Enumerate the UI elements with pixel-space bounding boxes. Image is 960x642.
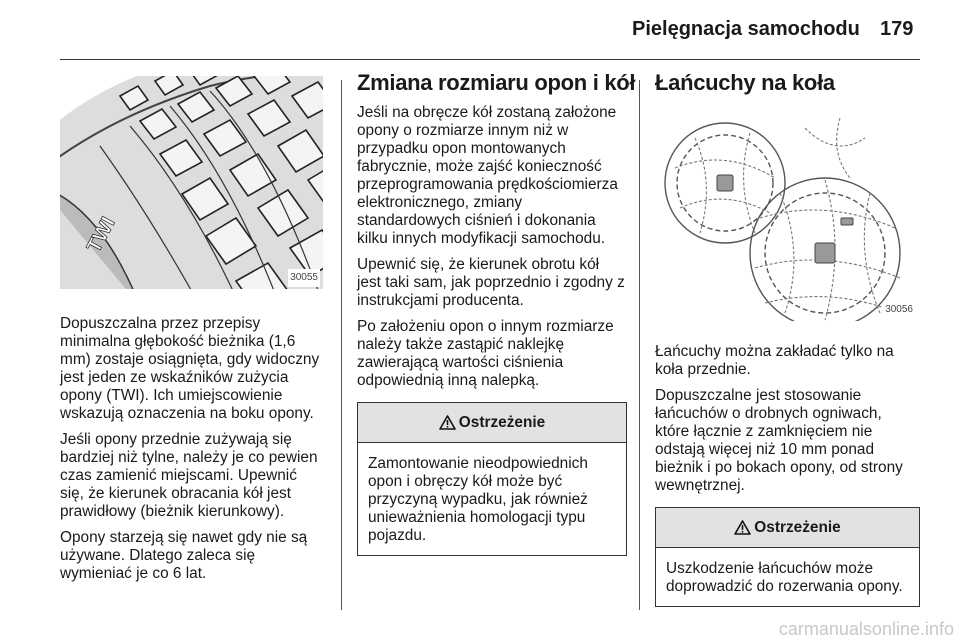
tire-tread-figure	[60, 76, 323, 289]
paragraph: Łańcuchy można zakładać tylko na koła przednie.	[655, 343, 894, 378]
tire-twi-label: TWI	[82, 213, 120, 257]
paragraph: Jeśli opony przednie zużywają się bardziej niż tylne, należy je co pewien czas zamienić miejscami. Upewnić się, że kierunek obracania kół jest prawidłowy (bieżnik kierunkowy).	[60, 431, 318, 520]
watermark: carmanualsonline.info	[778, 619, 954, 639]
paragraph: Upewnić się, że kierunek obrotu kół jest taki sam, jak poprzednio i zgodny z instrukcjami producenta.	[357, 256, 625, 309]
warning-title: Ostrzeżenie	[754, 518, 841, 536]
warning-triangle-icon	[734, 520, 751, 535]
column-2	[357, 70, 636, 556]
warning-text: Zamontowanie nieodpowiednich opon i obręczy kół może być przyczyną wypadku, jak również unieważnienia homologacji typu pojazdu.	[368, 455, 588, 544]
column-3	[655, 70, 920, 607]
column-1	[60, 70, 325, 591]
figure-number: 30055	[288, 269, 320, 287]
snow-chains-figure	[655, 108, 918, 321]
paragraph: Dopuszczalna przez przepisy minimalna głębokość bieżnika (1,6 mm) zostaje osiągnięta, gdy widoczny jest jeden ze wskaźników zużycia opony (TWI). Ich umiejscowienie wskazują oznaczenia na boku opony.	[60, 315, 320, 422]
page-header	[0, 0, 960, 62]
warning-box	[655, 507, 920, 607]
figure-number: 30056	[883, 301, 915, 319]
tire-tread-illustration	[60, 76, 323, 289]
snow-chains-illustration	[655, 108, 918, 321]
column-divider-2	[639, 80, 640, 610]
header-rule	[60, 59, 920, 60]
paragraph: Po założeniu opon o innym rozmiarze należy także zastąpić naklejkę zawierającą wartości ciśnienia odpowiednią inną nalepką.	[357, 318, 614, 389]
warning-triangle-icon	[439, 415, 456, 430]
column-divider-1	[341, 80, 342, 610]
warning-header	[656, 508, 919, 548]
section-heading: Zmiana rozmiaru opon i kół	[357, 70, 636, 95]
page-number: 179	[880, 18, 914, 40]
warning-box	[357, 402, 627, 556]
warning-title: Ostrzeżenie	[458, 413, 546, 431]
paragraph: Dopuszczalne jest stosowanie łańcuchów o drobnych ogniwach, które łącznie z zamknięciem nie odstają więcej niż 10 mm ponad bieżnik i po bokach opony, od strony wewnętrznej.	[655, 387, 903, 494]
paragraph: Opony starzeją się nawet gdy nie są używane. Dlatego zaleca się wymieniać je co 6 lat.	[60, 529, 308, 582]
warning-header	[358, 403, 626, 443]
section-heading: Łańcuchy na koła	[655, 70, 835, 95]
page-title: Pielęgnacja samochodu	[632, 18, 860, 40]
warning-text: Uszkodzenie łańcuchów może doprowadzić do rozerwania opony.	[666, 560, 903, 595]
paragraph: Jeśli na obręcze kół zostaną założone opony o rozmiarze innym niż w przypadku opon montowanych fabrycznie, może zajść konieczność przeprogramowania prędkościomierza elektronicznego, zmiany standardowych ciśnień i dokonania kilku innych modyfikacji samochodu.	[357, 104, 618, 247]
